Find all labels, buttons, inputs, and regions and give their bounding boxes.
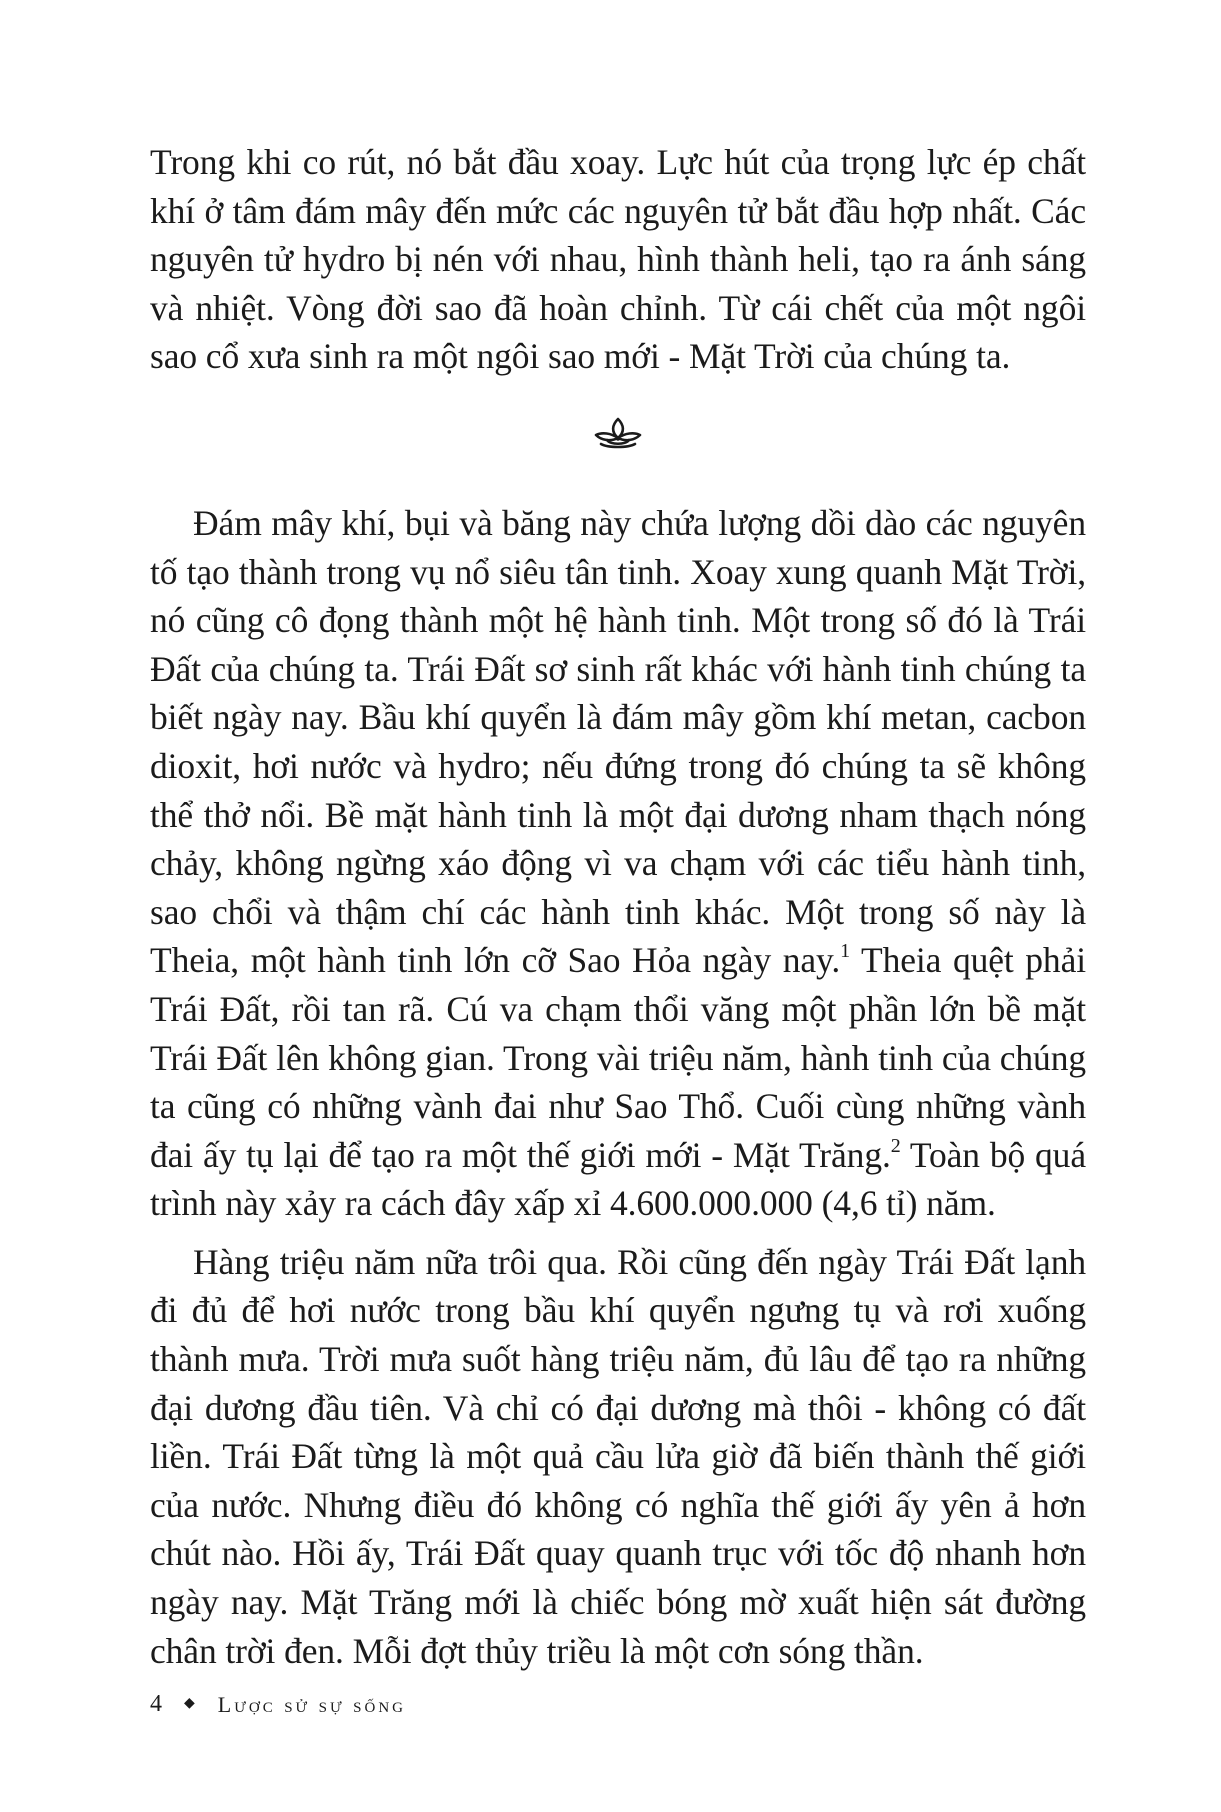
diamond-separator-icon: ◆ — [184, 1696, 198, 1711]
lotus-ornament-icon — [593, 417, 643, 451]
footnote-marker-1[interactable]: 1 — [840, 940, 851, 963]
running-title: Lược sử sự sống — [217, 1691, 406, 1717]
paragraph-2-part-2: Theia quệt phải Trái Đất, rồi tan rã. Cú va chạm thổi văng một phần lớn bề mặt Trái Đất lên không gian. Trong vài triệu năm, hành tinh của chúng ta cũng có những vành đai như Sao Thổ. Cuối cùng những vành đai ấy tụ lại để tạo ra một thế giới mới - Mặt Trăng. — [150, 940, 1086, 1175]
footnote-marker-2[interactable]: 2 — [890, 1134, 901, 1157]
paragraph-1: Trong khi co rút, nó bắt đầu xoay. Lực hút của trọng lực ép chất khí ở tâm đám mây đến mức các nguyên tử bắt đầu hợp nhất. Các nguyên tử hydro bị nén với nhau, hình thành heli, tạo ra ánh sáng và nhiệt. Vòng đời sao đã hoàn chỉnh. Từ cái chết của một ngôi sao cổ xưa sinh ra một ngôi sao mới - Mặt Trời của chúng ta. — [150, 142, 1086, 377]
page-number: 4 — [150, 1691, 162, 1717]
paragraph-3: Hàng triệu năm nữa trôi qua. Rồi cũng đến ngày Trái Đất lạnh đi đủ để hơi nước trong bầu khí quyển ngưng tụ và rơi xuống thành mưa. Trời mưa suốt hàng triệu năm, đủ lâu để tạo ra những đại dương đầu tiên. Và chỉ có đại dương mà thôi - không có đất liền. Trái Đất từng là một quả cầu lửa giờ đã biến thành thế giới của nước. Nhưng điều đó không có nghĩa thế giới ấy yên ả hơn chút nào. Hồi ấy, Trái Đất quay quanh trục với tốc độ nhanh hơn ngày nay. Mặt Trăng mới là chiếc bóng mờ xuất hiện sát đường chân trời đen. Mỗi đợt thủy triều là một cơn sóng thần. — [150, 1241, 1086, 1671]
paragraph-2-part-1: Đám mây khí, bụi và băng này chứa lượng dồi dào các nguyên tố tạo thành trong vụ nổ siêu tân tinh. Xoay xung quanh Mặt Trời, nó cũng cô đọng thành một hệ hành tinh. Một trong số đó là Trái Đất của chúng ta. Trái Đất sơ sinh rất khác với hành tinh chúng ta biết ngày nay. Bầu khí quyển là đám mây gồm khí metan, cacbon dioxit, hơi nước và hydro; nếu đứng trong đó chúng ta sẽ không thể thở nổi. Bề mặt hành tinh là một đại dương nham thạch nóng chảy, không ngừng xáo động vì va chạm với các tiểu hành tinh, sao chổi và thậm chí các hành tinh khác. Một trong số này là Theia, một hành tinh lớn cỡ Sao Hỏa ngày nay. — [150, 502, 1086, 981]
page-footer — [150, 1691, 406, 1718]
paragraph-2 — [150, 499, 1086, 1228]
section-divider — [150, 381, 1086, 499]
paragraph-2-part-3: Toàn bộ quá trình này xảy ra cách đây xấp xỉ 4.600.000.000 (4,6 tỉ) năm. — [150, 1134, 1086, 1224]
page-body — [150, 138, 1086, 1675]
